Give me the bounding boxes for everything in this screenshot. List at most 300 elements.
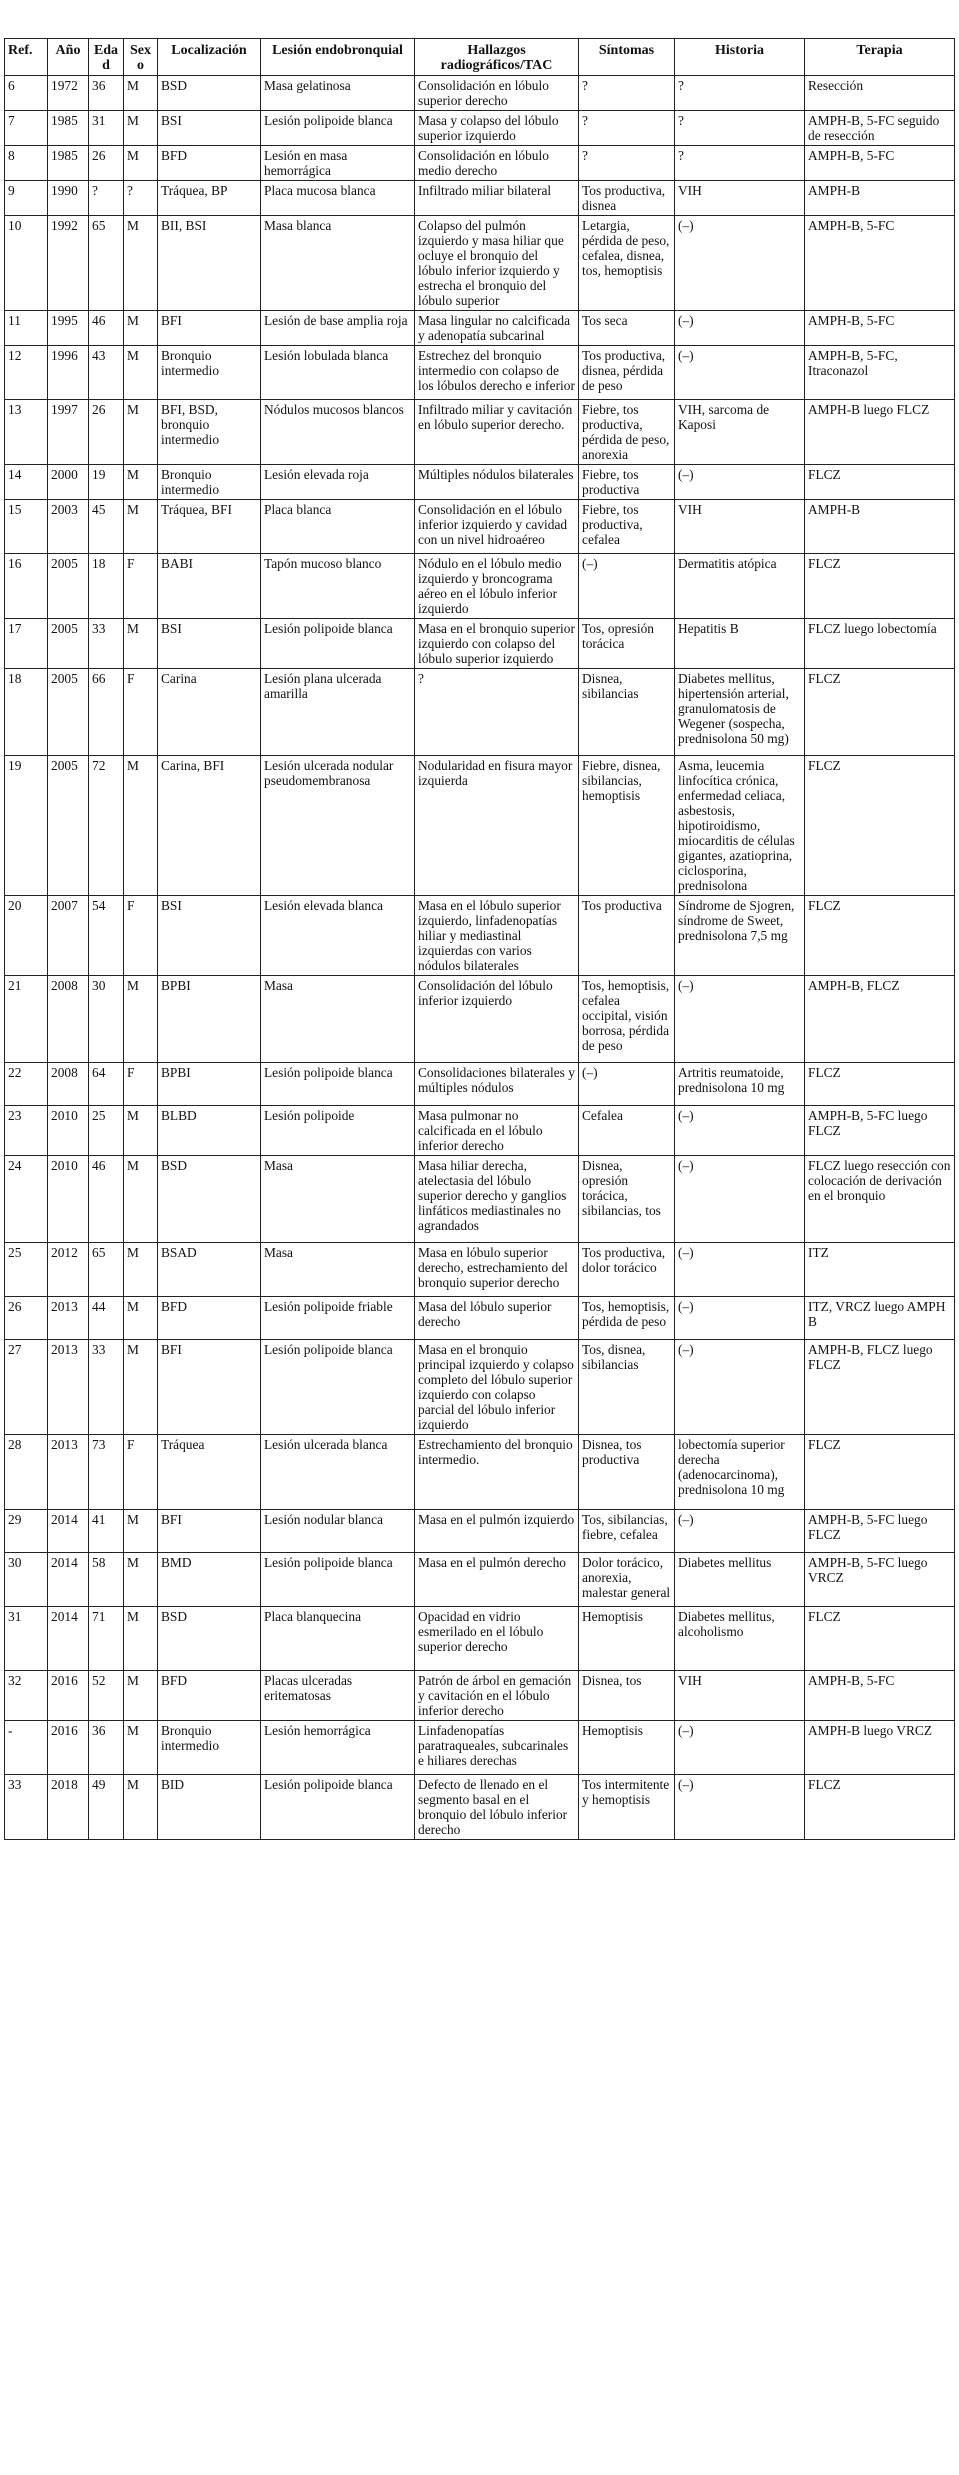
cell-lesion: Placa mucosa blanca [261,181,415,216]
cell-year: 2008 [48,976,89,1063]
cell-sex: M [124,216,158,311]
cell-findings: Masa en el bronquio principal izquierdo y colapso completo del lóbulo superior izquierdo con colapso parcial del lóbulo inferior izquierdo [415,1340,579,1435]
cell-therapy: AMPH-B [805,500,955,554]
cell-sex: M [124,1297,158,1340]
cell-age: 46 [89,311,124,346]
cell-therapy: ITZ, VRCZ luego AMPH B [805,1297,955,1340]
cell-location: Tráquea [158,1435,261,1510]
cell-age: 65 [89,216,124,311]
cell-ref: 21 [5,976,48,1063]
cell-symptoms: Tos productiva [579,896,675,976]
cell-location: BSI [158,111,261,146]
cell-sex: F [124,554,158,619]
cell-ref: 25 [5,1243,48,1297]
cell-age: 46 [89,1156,124,1243]
cell-ref: 30 [5,1553,48,1607]
cell-lesion: Lesión lobulada blanca [261,346,415,400]
table-row [5,111,955,146]
cell-sex: F [124,669,158,756]
cell-location: Bronquio intermedio [158,1721,261,1775]
table-row [5,181,955,216]
cell-findings: Masa lingular no calcificada y adenopatía subcarinal [415,311,579,346]
cell-lesion: Lesión elevada blanca [261,896,415,976]
cell-therapy: AMPH-B, 5-FC, Itraconazol [805,346,955,400]
cell-therapy: AMPH-B luego FLCZ [805,400,955,465]
cell-year: 2010 [48,1106,89,1156]
cell-location: BFI, BSD, bronquio intermedio [158,400,261,465]
cell-therapy: AMPH-B, 5-FC [805,216,955,311]
table-row [5,346,955,400]
cell-therapy: ITZ [805,1243,955,1297]
cell-ref: 11 [5,311,48,346]
cell-age: 18 [89,554,124,619]
cell-therapy: AMPH-B, 5-FC luego FLCZ [805,1106,955,1156]
cell-age: 72 [89,756,124,896]
cell-history: VIH, sarcoma de Kaposi [675,400,805,465]
cell-findings: Masa en el lóbulo superior izquierdo, linfadenopatías hiliar y mediastinal izquierdas con varios nódulos bilaterales [415,896,579,976]
cell-sex: M [124,465,158,500]
cell-year: 2014 [48,1607,89,1671]
table-row [5,619,955,669]
column-header-age: Edad [89,39,124,76]
cell-symptoms: Fiebre, tos productiva, pérdida de peso, anorexia [579,400,675,465]
cell-lesion: Lesión en masa hemorrágica [261,146,415,181]
cell-sex: ? [124,181,158,216]
cell-therapy: AMPH-B, 5-FC seguido de resección [805,111,955,146]
cell-age: 43 [89,346,124,400]
cell-lesion: Lesión polipoide friable [261,1297,415,1340]
cell-symptoms: Tos productiva, dolor torácico [579,1243,675,1297]
cell-findings: Infiltrado miliar bilateral [415,181,579,216]
cell-findings: Masa hiliar derecha, atelectasia del lóbulo superior derecho y ganglios linfáticos mediastinales no agrandados [415,1156,579,1243]
cell-lesion: Lesión polipoide blanca [261,1775,415,1840]
cell-year: 2005 [48,756,89,896]
cell-symptoms: Tos, sibilancias, fiebre, cefalea [579,1510,675,1553]
cell-ref: 32 [5,1671,48,1721]
cell-symptoms: Disnea, sibilancias [579,669,675,756]
cell-findings: Estrechamiento del bronquio intermedio. [415,1435,579,1510]
cell-location: Bronquio intermedio [158,465,261,500]
cell-ref: 9 [5,181,48,216]
cell-year: 1995 [48,311,89,346]
cell-year: 2000 [48,465,89,500]
cell-findings: Estrechez del bronquio intermedio con colapso de los lóbulos derecho e inferior [415,346,579,400]
cell-symptoms: Disnea, tos [579,1671,675,1721]
cell-findings: Consolidación en lóbulo superior derecho [415,76,579,111]
cell-history: VIH [675,1671,805,1721]
cell-year: 2005 [48,554,89,619]
cell-sex: M [124,976,158,1063]
column-header-sex: Sexo [124,39,158,76]
cell-symptoms: (–) [579,554,675,619]
cell-symptoms: Fiebre, tos productiva [579,465,675,500]
cell-age: 44 [89,1297,124,1340]
cell-year: 2016 [48,1721,89,1775]
table-row [5,1435,955,1510]
cell-symptoms: Cefalea [579,1106,675,1156]
cell-therapy: FLCZ [805,465,955,500]
cell-findings: Nodularidad en fisura mayor izquierda [415,756,579,896]
cell-ref: 13 [5,400,48,465]
cell-history: (–) [675,1106,805,1156]
cell-year: 2010 [48,1156,89,1243]
cell-history: lobectomía superior derecha (adenocarcinoma), prednisolona 10 mg [675,1435,805,1510]
cell-year: 2018 [48,1775,89,1840]
cell-therapy: Resección [805,76,955,111]
cell-lesion: Lesión polipoide blanca [261,1340,415,1435]
cell-sex: M [124,1671,158,1721]
cell-history: (–) [675,1297,805,1340]
table-row [5,1607,955,1671]
cell-year: 2005 [48,619,89,669]
cell-symptoms: Tos productiva, disnea [579,181,675,216]
cell-history: Diabetes mellitus [675,1553,805,1607]
cell-symptoms: ? [579,111,675,146]
table-row [5,1510,955,1553]
cell-ref: 31 [5,1607,48,1671]
cell-location: BFI [158,1510,261,1553]
column-header-symptoms: Síntomas [579,39,675,76]
cell-age: 54 [89,896,124,976]
cell-therapy: FLCZ [805,756,955,896]
table-row [5,400,955,465]
cell-lesion: Masa blanca [261,216,415,311]
cell-ref: 16 [5,554,48,619]
cell-history: Artritis reumatoide, prednisolona 10 mg [675,1063,805,1106]
cell-age: 66 [89,669,124,756]
cell-findings: Masa del lóbulo superior derecho [415,1297,579,1340]
table-row [5,1156,955,1243]
cell-history: (–) [675,1340,805,1435]
cell-sex: M [124,1340,158,1435]
cell-year: 2007 [48,896,89,976]
cell-ref: 19 [5,756,48,896]
cell-findings: Consolidación del lóbulo inferior izquierdo [415,976,579,1063]
cell-history: Hepatitis B [675,619,805,669]
cell-sex: M [124,1510,158,1553]
cell-lesion: Lesión polipoide blanca [261,111,415,146]
cell-history: ? [675,111,805,146]
cell-sex: M [124,146,158,181]
cell-sex: M [124,111,158,146]
cell-sex: M [124,400,158,465]
table-row [5,1775,955,1840]
cell-therapy: FLCZ [805,1063,955,1106]
cell-sex: M [124,1243,158,1297]
cell-location: BSD [158,1607,261,1671]
column-header-lesion: Lesión endobronquial [261,39,415,76]
cell-lesion: Masa [261,1156,415,1243]
cell-age: 58 [89,1553,124,1607]
cell-symptoms: Tos, hemoptisis, pérdida de peso [579,1297,675,1340]
cell-lesion: Lesión polipoide [261,1106,415,1156]
cell-location: BLBD [158,1106,261,1156]
cell-age: 64 [89,1063,124,1106]
cell-history: Asma, leucemia linfocítica crónica, enfermedad celiaca, asbestosis, hipotiroidismo, miocarditis de células gigantes, azatioprina, ciclosporina, prednisolona [675,756,805,896]
cell-age: 71 [89,1607,124,1671]
cell-location: Bronquio intermedio [158,346,261,400]
cell-findings: Múltiples nódulos bilaterales [415,465,579,500]
cell-location: BFI [158,311,261,346]
table-row [5,554,955,619]
column-header-year: Año [48,39,89,76]
cell-findings: Masa y colapso del lóbulo superior izquierdo [415,111,579,146]
cell-history: (–) [675,216,805,311]
cell-location: BID [158,1775,261,1840]
cell-sex: F [124,1063,158,1106]
cell-lesion: Lesión plana ulcerada amarilla [261,669,415,756]
cell-location: Carina, BFI [158,756,261,896]
cell-location: BSAD [158,1243,261,1297]
cell-ref: 18 [5,669,48,756]
cell-therapy: AMPH-B, 5-FC [805,311,955,346]
cell-year: 2014 [48,1553,89,1607]
cell-ref: 20 [5,896,48,976]
cell-age: 73 [89,1435,124,1510]
cell-ref: 10 [5,216,48,311]
cell-history: Diabetes mellitus, hipertensión arterial, granulomatosis de Wegener (sospecha, prednisolona 50 mg) [675,669,805,756]
table-row [5,1063,955,1106]
cell-therapy: AMPH-B luego VRCZ [805,1721,955,1775]
cell-sex: M [124,500,158,554]
table-row [5,1243,955,1297]
cell-therapy: AMPH-B, 5-FC luego FLCZ [805,1510,955,1553]
cell-lesion: Lesión elevada roja [261,465,415,500]
cell-year: 2012 [48,1243,89,1297]
cell-lesion: Lesión hemorrágica [261,1721,415,1775]
cell-history: ? [675,76,805,111]
cell-lesion: Lesión ulcerada nodular pseudomembranosa [261,756,415,896]
cell-history: (–) [675,1721,805,1775]
table-row [5,756,955,896]
cell-age: 45 [89,500,124,554]
cell-location: Carina [158,669,261,756]
cell-age: 25 [89,1106,124,1156]
cell-sex: M [124,311,158,346]
cell-sex: M [124,1721,158,1775]
cell-location: BFD [158,146,261,181]
cell-location: Tráquea, BFI [158,500,261,554]
cell-ref: 17 [5,619,48,669]
cell-lesion: Lesión polipoide blanca [261,1553,415,1607]
cell-sex: M [124,76,158,111]
cell-therapy: AMPH-B [805,181,955,216]
cell-findings: Masa en el bronquio superior izquierdo con colapso del lóbulo superior izquierdo [415,619,579,669]
cell-findings: Infiltrado miliar y cavitación en lóbulo superior derecho. [415,400,579,465]
cell-ref: 22 [5,1063,48,1106]
cell-history: (–) [675,1243,805,1297]
cell-ref: 29 [5,1510,48,1553]
cell-year: 2014 [48,1510,89,1553]
column-header-location: Localización [158,39,261,76]
cell-age: 30 [89,976,124,1063]
cell-therapy: AMPH-B, 5-FC [805,146,955,181]
table-row [5,146,955,181]
cell-ref: 27 [5,1340,48,1435]
cell-ref: 15 [5,500,48,554]
cell-ref: 8 [5,146,48,181]
cell-year: 1985 [48,146,89,181]
cell-symptoms: (–) [579,1063,675,1106]
cell-age: 36 [89,76,124,111]
cell-therapy: AMPH-B, FLCZ [805,976,955,1063]
table-row [5,976,955,1063]
cell-lesion: Tapón mucoso blanco [261,554,415,619]
cell-location: BPBI [158,1063,261,1106]
cell-age: 33 [89,619,124,669]
cell-sex: F [124,1435,158,1510]
cell-sex: M [124,1106,158,1156]
cell-ref: 12 [5,346,48,400]
cell-findings: Masa pulmonar no calcificada en el lóbulo inferior derecho [415,1106,579,1156]
cell-year: 2013 [48,1435,89,1510]
column-header-therapy: Terapia [805,39,955,76]
cell-history: (–) [675,976,805,1063]
cell-ref: 6 [5,76,48,111]
cell-ref: 26 [5,1297,48,1340]
cell-lesion: Masa [261,1243,415,1297]
cell-history: Dermatitis atópica [675,554,805,619]
cell-year: 1996 [48,346,89,400]
cell-sex: M [124,1156,158,1243]
cell-ref: - [5,1721,48,1775]
cell-age: 52 [89,1671,124,1721]
cell-findings: Colapso del pulmón izquierdo y masa hiliar que ocluye el bronquio del lóbulo inferior izquierdo y estrecha el bronquio del lóbulo superior [415,216,579,311]
table-row [5,216,955,311]
cell-symptoms: Tos seca [579,311,675,346]
table-row [5,465,955,500]
cell-symptoms: ? [579,76,675,111]
cell-year: 2013 [48,1297,89,1340]
cell-symptoms: Tos, disnea, sibilancias [579,1340,675,1435]
table-row [5,500,955,554]
cell-therapy: AMPH-B, 5-FC [805,1671,955,1721]
cell-location: BSD [158,76,261,111]
cell-year: 2013 [48,1340,89,1435]
cell-lesion: Lesión polipoide blanca [261,1063,415,1106]
cell-therapy: FLCZ luego lobectomía [805,619,955,669]
cell-location: BII, BSI [158,216,261,311]
cell-age: 49 [89,1775,124,1840]
cell-sex: M [124,1607,158,1671]
cell-symptoms: Tos intermitente y hemoptisis [579,1775,675,1840]
cell-history: Síndrome de Sjogren, síndrome de Sweet, prednisolona 7,5 mg [675,896,805,976]
cell-findings: Masa en el pulmón derecho [415,1553,579,1607]
table-row [5,1340,955,1435]
cell-lesion: Placa blanquecina [261,1607,415,1671]
cell-findings: Masa en lóbulo superior derecho, estrechamiento del bronquio superior derecho [415,1243,579,1297]
cell-history: (–) [675,346,805,400]
cell-symptoms: Hemoptisis [579,1607,675,1671]
cell-findings: ? [415,669,579,756]
cell-age: 26 [89,146,124,181]
cell-sex: M [124,619,158,669]
cell-age: 19 [89,465,124,500]
cell-lesion: Masa [261,976,415,1063]
cell-ref: 7 [5,111,48,146]
table-row [5,311,955,346]
table-row [5,1553,955,1607]
cell-therapy: FLCZ [805,669,955,756]
cell-lesion: Lesión polipoide blanca [261,619,415,669]
cell-therapy: FLCZ [805,1435,955,1510]
cell-history: VIH [675,500,805,554]
table-row [5,76,955,111]
table-row [5,896,955,976]
cell-location: BSI [158,896,261,976]
cell-ref: 28 [5,1435,48,1510]
cell-symptoms: ? [579,146,675,181]
table-row [5,1297,955,1340]
cell-lesion: Lesión de base amplia roja [261,311,415,346]
header-row [5,39,955,76]
cell-findings: Consolidación en lóbulo medio derecho [415,146,579,181]
cases-table [4,38,955,1840]
cell-therapy: FLCZ [805,1775,955,1840]
cell-location: BABI [158,554,261,619]
cell-age: 41 [89,1510,124,1553]
cell-year: 1997 [48,400,89,465]
cell-findings: Defecto de llenado en el segmento basal en el bronquio del lóbulo inferior derecho [415,1775,579,1840]
cell-symptoms: Hemoptisis [579,1721,675,1775]
cell-sex: M [124,1553,158,1607]
table-row [5,1721,955,1775]
column-header-ref: Ref. [5,39,48,76]
cell-symptoms: Dolor torácico, anorexia, malestar general [579,1553,675,1607]
cell-lesion: Masa gelatinosa [261,76,415,111]
cell-sex: F [124,896,158,976]
cell-location: Tráquea, BP [158,181,261,216]
cell-ref: 33 [5,1775,48,1840]
cell-location: BSI [158,619,261,669]
cell-ref: 14 [5,465,48,500]
cell-symptoms: Fiebre, tos productiva, cefalea [579,500,675,554]
cell-location: BFD [158,1671,261,1721]
cell-year: 1992 [48,216,89,311]
cell-lesion: Placas ulceradas eritematosas [261,1671,415,1721]
cell-location: BPBI [158,976,261,1063]
cell-findings: Linfadenopatías paratraqueales, subcarinales e hiliares derechas [415,1721,579,1775]
cell-year: 2008 [48,1063,89,1106]
cell-findings: Patrón de árbol en gemación y cavitación en el lóbulo inferior derecho [415,1671,579,1721]
cell-therapy: FLCZ [805,1607,955,1671]
cell-lesion: Lesión nodular blanca [261,1510,415,1553]
cell-sex: M [124,1775,158,1840]
cell-history: VIH [675,181,805,216]
cell-lesion: Nódulos mucosos blancos [261,400,415,465]
cell-history: ? [675,146,805,181]
table-row [5,1106,955,1156]
cell-findings: Consolidación en el lóbulo inferior izquierdo y cavidad con un nivel hidroaéreo [415,500,579,554]
cell-age: 65 [89,1243,124,1297]
cell-history: Diabetes mellitus, alcoholismo [675,1607,805,1671]
cell-therapy: FLCZ [805,554,955,619]
cell-location: BSD [158,1156,261,1243]
cell-age: 31 [89,111,124,146]
cell-therapy: FLCZ luego resección con colocación de derivación en el bronquio [805,1156,955,1243]
cell-sex: M [124,756,158,896]
cell-location: BFI [158,1340,261,1435]
cell-year: 1990 [48,181,89,216]
cell-symptoms: Disnea, opresión torácica, sibilancias, tos [579,1156,675,1243]
column-header-findings: Hallazgos radiográficos/TAC [415,39,579,76]
cell-symptoms: Fiebre, disnea, sibilancias, hemoptisis [579,756,675,896]
cell-history: (–) [675,1156,805,1243]
table-body [5,76,955,1840]
cell-lesion: Lesión ulcerada blanca [261,1435,415,1510]
table-row [5,669,955,756]
cell-symptoms: Disnea, tos productiva [579,1435,675,1510]
